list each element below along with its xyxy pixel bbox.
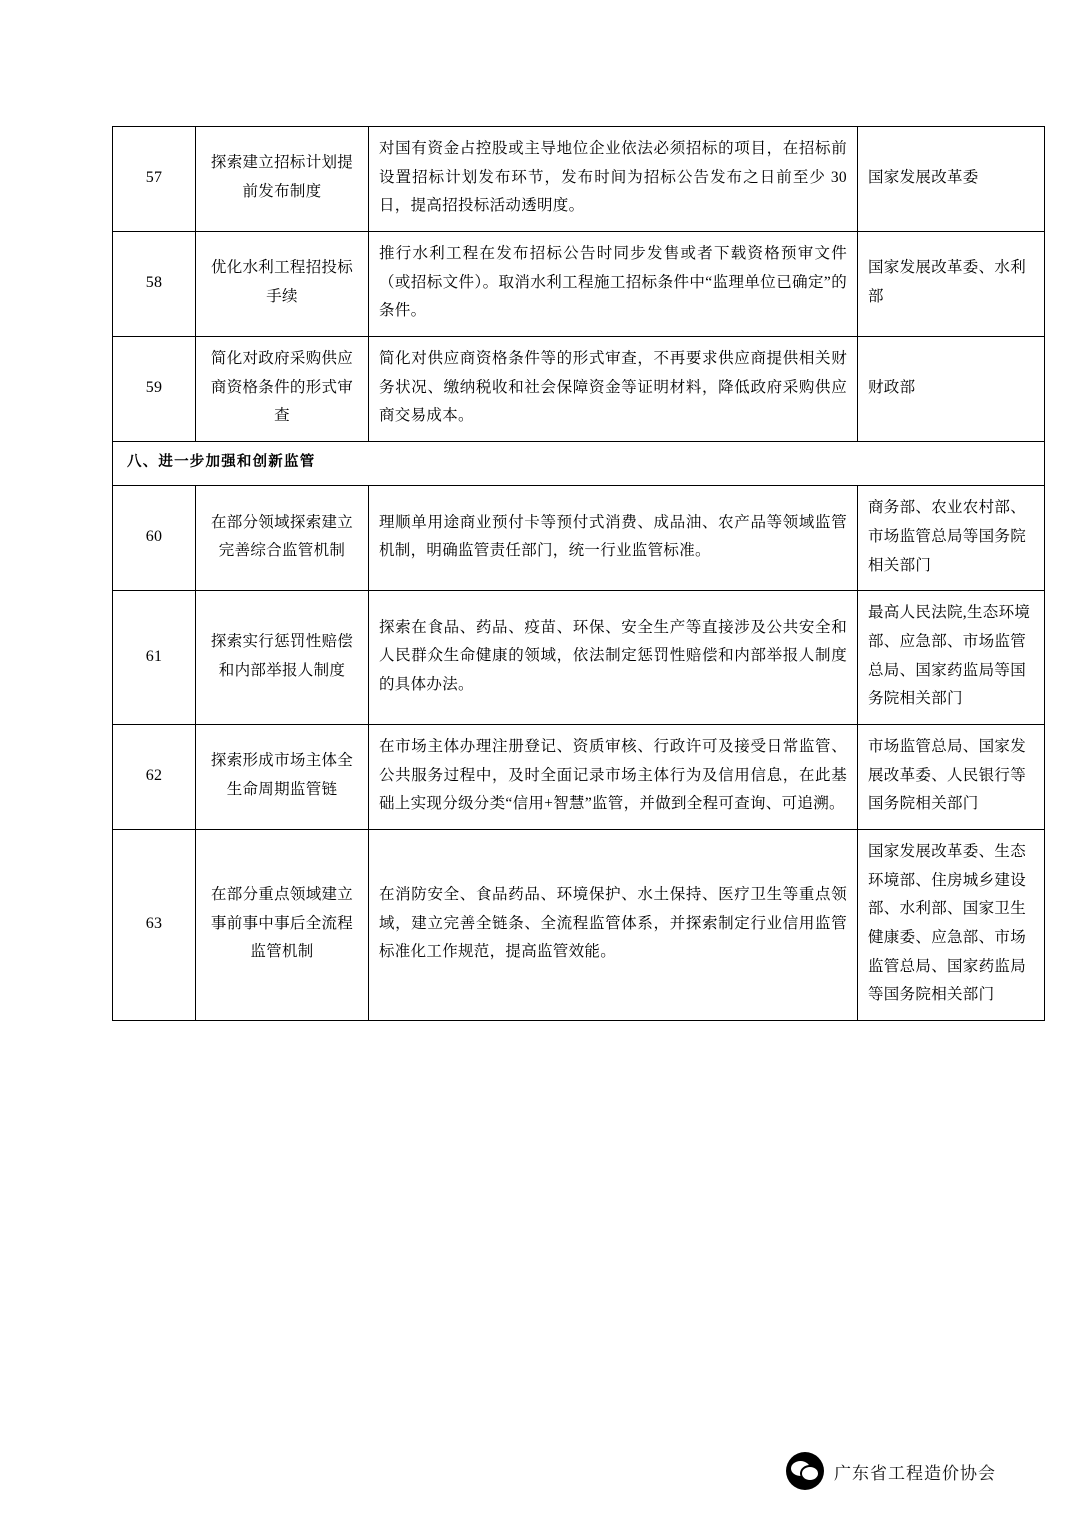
row-number: 58 xyxy=(113,232,196,337)
table-row xyxy=(113,829,1045,1020)
table-row xyxy=(113,337,1045,442)
table-section-row xyxy=(113,442,1045,486)
table-row xyxy=(113,127,1045,232)
row-title: 优化水利工程招投标手续 xyxy=(196,232,369,337)
wechat-icon xyxy=(786,1452,824,1490)
table-row xyxy=(113,232,1045,337)
row-number: 57 xyxy=(113,127,196,232)
row-body: 对国有资金占控股或主导地位企业依法必须招标的项目，在招标前设置招标计划发布环节，发布时间为招标公告发布之日前至少 30 日，提高招投标活动透明度。 xyxy=(369,127,858,232)
row-body: 在消防安全、食品药品、环境保护、水土保持、医疗卫生等重点领域，建立完善全链条、全流程监管体系，并探索制定行业信用监管标准化工作规范，提高监管效能。 xyxy=(369,829,858,1020)
footer-brand xyxy=(786,1452,996,1490)
row-department: 国家发展改革委、生态环境部、住房城乡建设部、水利部、国家卫生健康委、应急部、市场监管总局、国家药监局等国务院相关部门 xyxy=(858,829,1045,1020)
row-number: 59 xyxy=(113,337,196,442)
row-title: 在部分重点领域建立事前事中事后全流程监管机制 xyxy=(196,829,369,1020)
brand-name: 广东省工程造价协会 xyxy=(834,1463,996,1484)
row-body: 理顺单用途商业预付卡等预付式消费、成品油、农产品等领域监管机制，明确监管责任部门，统一行业监管标准。 xyxy=(369,486,858,591)
row-body: 推行水利工程在发布招标公告时同步发售或者下载资格预审文件（或招标文件）。取消水利工程施工招标条件中“监理单位已确定”的条件。 xyxy=(369,232,858,337)
table-body xyxy=(113,127,1045,1021)
policy-measures-table xyxy=(112,126,1045,1021)
row-number: 63 xyxy=(113,829,196,1020)
row-title: 探索建立招标计划提前发布制度 xyxy=(196,127,369,232)
table-row xyxy=(113,486,1045,591)
row-body: 简化对供应商资格条件等的形式审查，不再要求供应商提供相关财务状况、缴纳税收和社会保障资金等证明材料，降低政府采购供应商交易成本。 xyxy=(369,337,858,442)
row-number: 61 xyxy=(113,591,196,725)
row-department: 最高人民法院,生态环境部、应急部、市场监管总局、国家药监局等国务院相关部门 xyxy=(858,591,1045,725)
row-department: 国家发展改革委、水利部 xyxy=(858,232,1045,337)
row-title: 简化对政府采购供应商资格条件的形式审查 xyxy=(196,337,369,442)
table-row xyxy=(113,591,1045,725)
row-department: 市场监管总局、国家发展改革委、人民银行等国务院相关部门 xyxy=(858,724,1045,829)
row-number: 62 xyxy=(113,724,196,829)
row-number: 60 xyxy=(113,486,196,591)
row-body: 探索在食品、药品、疫苗、环保、安全生产等直接涉及公共安全和人民群众生命健康的领域，依法制定惩罚性赔偿和内部举报人制度的具体办法。 xyxy=(369,591,858,725)
row-body: 在市场主体办理注册登记、资质审核、行政许可及接受日常监管、公共服务过程中，及时全面记录市场主体行为及信用信息，在此基础上实现分级分类“信用+智慧”监管，并做到全程可查询、可追溯。 xyxy=(369,724,858,829)
row-department: 财政部 xyxy=(858,337,1045,442)
row-department: 商务部、农业农村部、市场监管总局等国务院相关部门 xyxy=(858,486,1045,591)
row-title: 探索形成市场主体全生命周期监管链 xyxy=(196,724,369,829)
section-heading: 八、进一步加强和创新监管 xyxy=(113,442,1045,486)
row-title: 探索实行惩罚性赔偿和内部举报人制度 xyxy=(196,591,369,725)
row-title: 在部分领域探索建立完善综合监管机制 xyxy=(196,486,369,591)
row-department: 国家发展改革委 xyxy=(858,127,1045,232)
table-row xyxy=(113,724,1045,829)
